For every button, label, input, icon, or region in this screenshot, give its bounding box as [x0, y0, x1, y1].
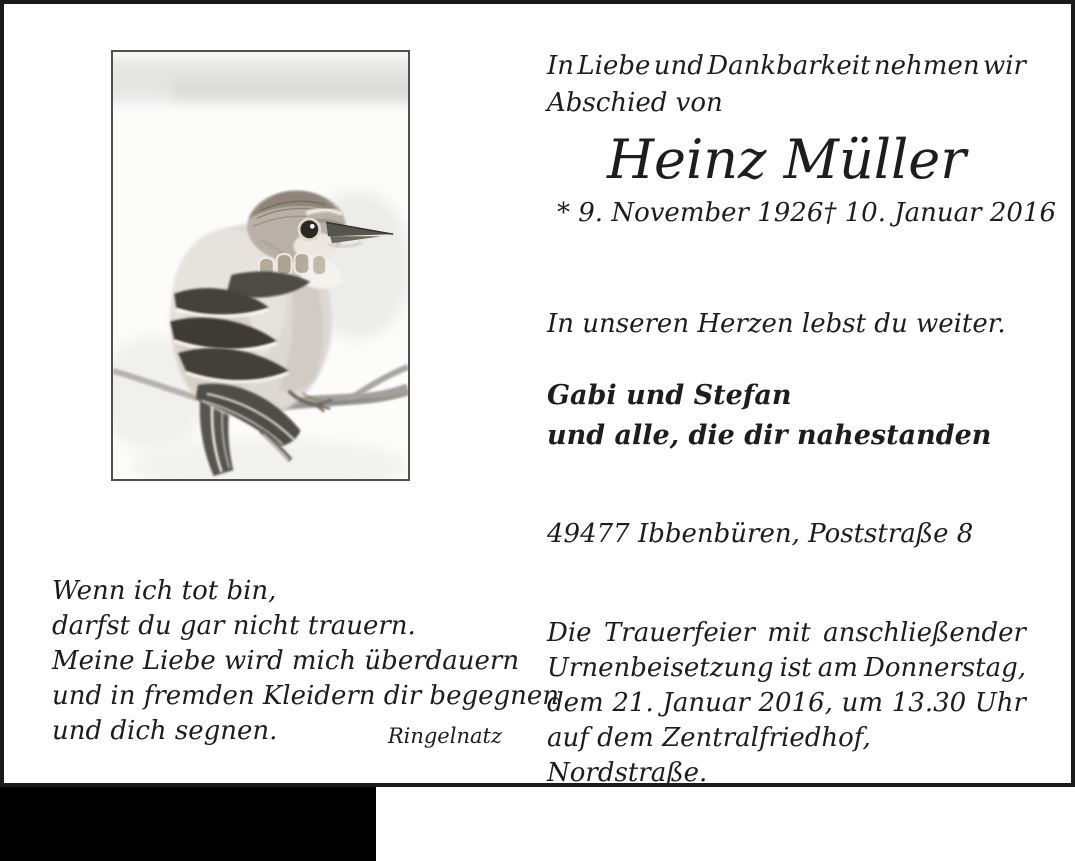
- bird-artwork-svg: [113, 52, 408, 479]
- life-dates: [547, 196, 1057, 230]
- poem-line: Wenn ich tot bin,: [52, 576, 277, 606]
- poem-line: und dich segnen.: [52, 716, 278, 746]
- funeral-line-3: dem 21. Januar 2016, um 13.30 Uhr: [547, 688, 1026, 718]
- poem-line: und in fremden Kleidern dir begegnen: [52, 681, 559, 711]
- poem-line: darfst du gar nicht trauern.: [52, 611, 416, 641]
- deceased-name: Heinz Müller: [606, 128, 967, 191]
- intro-line-2: Abschied von: [547, 88, 723, 118]
- intro-text: [547, 48, 1026, 122]
- bird-eye: [300, 220, 318, 238]
- address: 49477 Ibbenbüren, Poststraße 8: [547, 519, 974, 549]
- funeral-details: [547, 616, 1026, 791]
- funeral-line-2: Urnenbeisetzung ist am Donnerstag,: [547, 653, 1026, 683]
- poem-author: Ringelnatz: [387, 724, 502, 748]
- funeral-line-1: Die Trauerfeier mit anschließender: [547, 618, 1026, 648]
- watercolor-bird-illustration: [111, 50, 410, 481]
- poem-line: Meine Liebe wird mich überdauern: [52, 646, 520, 676]
- birth-date: * 9. November 1926: [557, 198, 824, 228]
- epitaph: In unseren Herzen lebst du weiter.: [547, 309, 1006, 339]
- mourners-line-1: Gabi und Stefan: [547, 380, 792, 411]
- death-date: † 10. Januar 2016: [823, 198, 1057, 228]
- redaction-block: [0, 787, 376, 861]
- mourners-line-2: und alle, die dir nahestanden: [547, 420, 992, 451]
- mourners: [547, 376, 1026, 456]
- intro-line-1: In Liebe und Dankbarkeit nehmen wir: [547, 51, 1026, 81]
- funeral-line-4: auf dem Zentralfriedhof, Nordstraße.: [547, 723, 871, 788]
